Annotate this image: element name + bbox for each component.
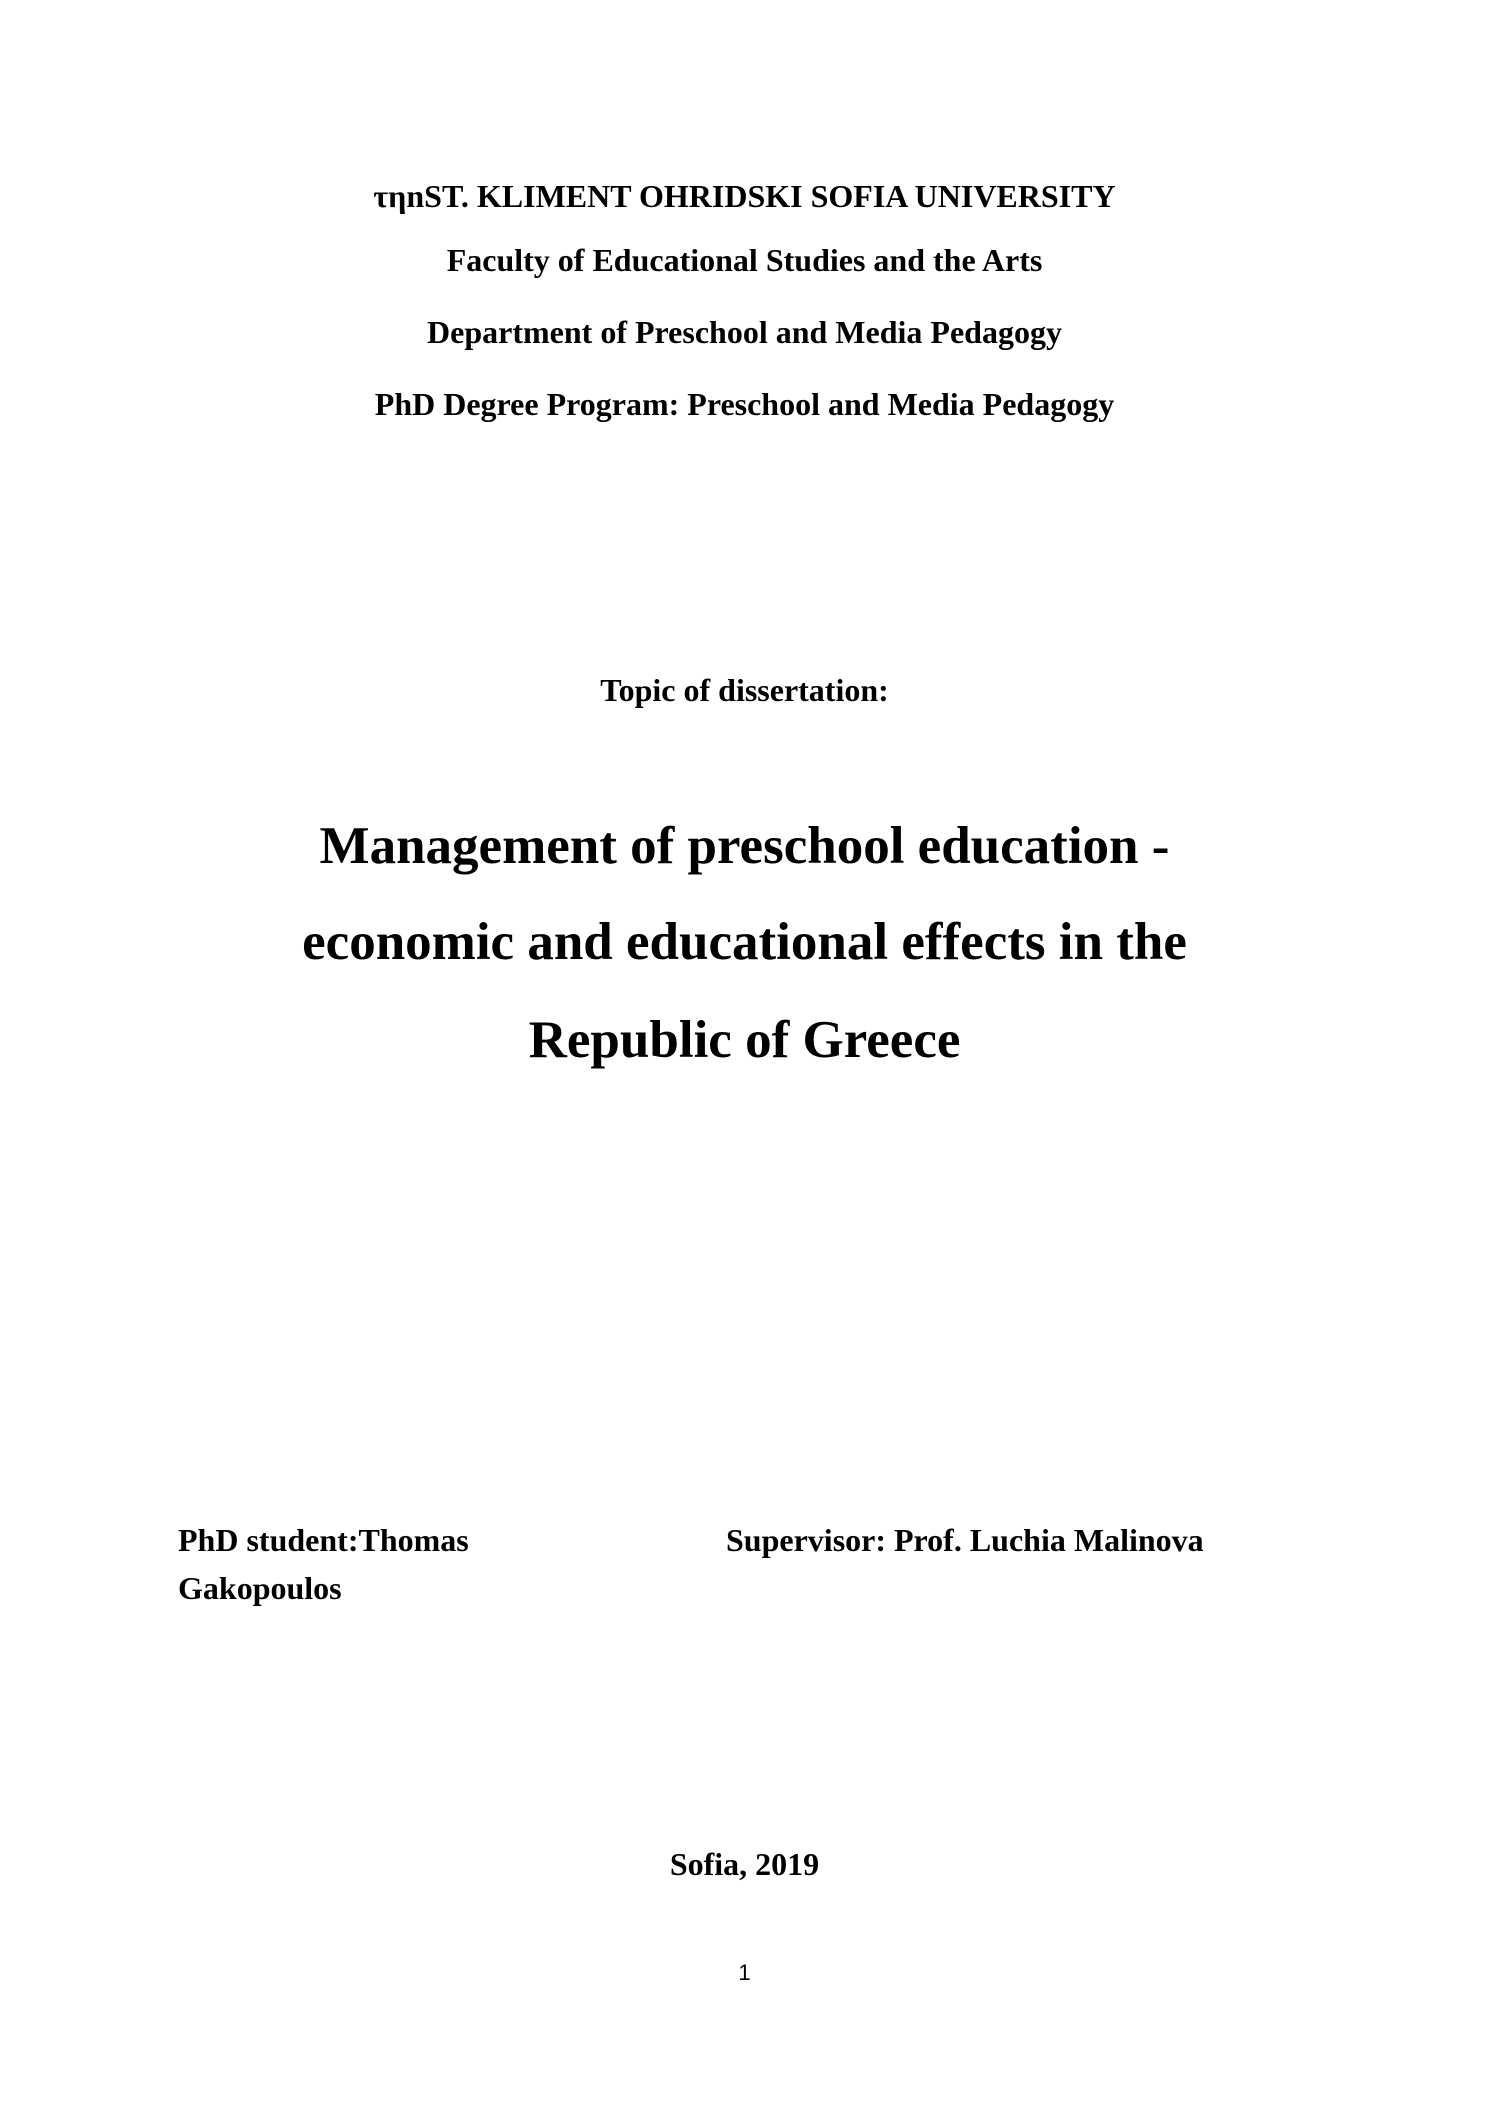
faculty-name: Faculty of Educational Studies and the Arts [446,242,1043,278]
topic-label: Topic of dissertation: [600,672,889,708]
phd-student: PhD student:Thomas Gakopoulos [178,1522,469,1606]
supervisor: Supervisor: Prof. Luchia Malinova [726,1522,1204,1558]
dissertation-title-line: economic and educational effects in the [302,913,1187,971]
degree-program: PhD Degree Program: Preschool and Media Pedagogy [374,386,1115,422]
dissertation-title-line: Republic of Greece [528,1011,961,1069]
department-name: Department of Preschool and Media Pedagogy [427,314,1062,350]
university-name: τηnST. KLIMENT OHRIDSKI SOFIA UNIVERSITY [373,178,1116,214]
dissertation-title-line: Management of preschool education - [319,817,1170,875]
place-and-date: Sofia, 2019 [669,1846,820,1882]
page-number: 1 [738,1960,751,1985]
